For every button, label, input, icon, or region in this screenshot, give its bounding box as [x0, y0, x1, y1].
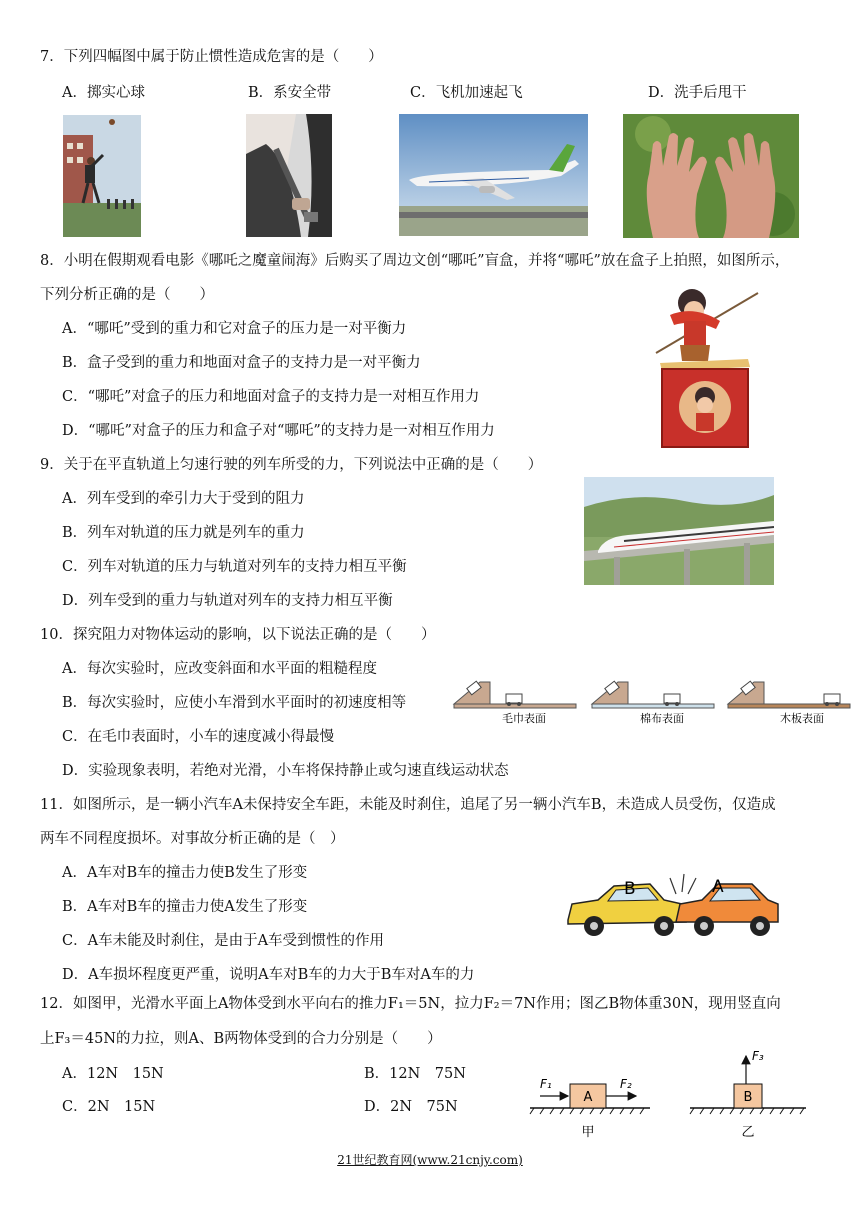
shot-put-photo	[63, 115, 141, 237]
q9-stem: 9．关于在平直轨道上匀速行驶的列车所受的力，下列说法中正确的是（ ）	[40, 457, 543, 473]
q11-option-d: D．A车损坏程度更严重，说明A车对B车的力大于B车对A车的力	[62, 967, 475, 983]
cotton-surface-setup	[592, 681, 714, 725]
q9-option-d: D．列车受到的重力与轨道对列车的支持力相互平衡	[62, 593, 393, 609]
q12-option-d: D．2N 75N	[364, 1099, 458, 1115]
nezha-box-photo	[650, 285, 768, 450]
q12-stem-line2: 上F₃＝45N的力拉，则A、B两物体受到的合力分别是（ ）	[40, 1031, 442, 1047]
q8-stem-line2: 下列分析正确的是（ ）	[40, 287, 214, 303]
q11-stem-line2: 两车不同程度损坏。对事故分析正确的是（ ）	[40, 831, 345, 847]
q11-option-b: B．A车对B车的撞击力使A发生了形变	[62, 899, 308, 915]
q11-option-c: C．A车未能及时刹住，是由于A车受到惯性的作用	[62, 933, 385, 949]
force-f1-label: F₁	[540, 1077, 552, 1091]
towel-surface-setup	[454, 681, 576, 725]
q7-option-a: A．掷实心球	[62, 85, 145, 101]
towel-surface-label: 毛巾表面	[502, 712, 546, 725]
force-f3-label: F₃	[752, 1049, 764, 1063]
cotton-surface-label: 棉布表面	[640, 712, 684, 725]
q9-option-a: A．列车受到的牵引力大于受到的阻力	[62, 491, 305, 507]
diagram-yi-label: 乙	[741, 1125, 755, 1140]
q11-option-a: A．A车对B车的撞击力使B发生了形变	[62, 865, 308, 881]
q12-stem-line1: 12．如图甲，光滑水平面上A物体受到水平向右的推力F₁＝5N，拉力F₂＝7N作用；图乙B物体重30N，现用竖直向	[40, 996, 781, 1012]
block-a-label: A	[583, 1090, 593, 1105]
train-photo	[584, 477, 774, 585]
wood-surface-label: 木板表面	[780, 712, 824, 725]
force-diagrams	[526, 1048, 818, 1144]
footer-source: 21世纪教育网(www.21cnjy.com)	[337, 1153, 523, 1167]
diagram-jia-label: 甲	[581, 1125, 595, 1140]
q8-option-c: C．“哪吒”对盒子的压力和地面对盒子的支持力是一对相互作用力	[62, 389, 480, 405]
wood-surface-setup	[728, 681, 850, 725]
q12-option-c: C．2N 15N	[62, 1099, 156, 1115]
q9-option-b: B．列车对轨道的压力就是列车的重力	[62, 525, 305, 541]
impact-lines	[670, 874, 696, 894]
force-f2-label: F₂	[620, 1077, 632, 1091]
q9-option-c: C．列车对轨道的压力与轨道对列车的支持力相互平衡	[62, 559, 407, 575]
q7-stem: 7．下列四幅图中属于防止惯性造成危害的是（ ）	[40, 49, 383, 65]
q8-option-d: D．“哪吒”对盒子的压力和盒子对“哪吒”的支持力是一对相互作用力	[62, 423, 495, 439]
car-a	[676, 884, 778, 936]
car-a-label: A	[712, 877, 724, 897]
car-b-label: B	[624, 879, 636, 899]
airplane-photo	[399, 114, 588, 236]
q10-option-d: D．实验现象表明，若绝对光滑，小车将保持静止或匀速直线运动状态	[62, 763, 509, 779]
diagram-yi	[690, 1049, 806, 1140]
q8-stem-line1: 8．小明在假期观看电影《哪吒之魔童闹海》后购买了周边文创“哪吒”盲盒，并将“哪吒”放在盒子上拍照，如图所示，	[40, 253, 790, 269]
car-collision-illustration	[564, 864, 782, 950]
q12-option-a: A．12N 15N	[62, 1066, 164, 1082]
diagram-jia	[530, 1077, 650, 1140]
q7-option-c: C．飞机加速起飞	[410, 85, 523, 101]
friction-experiment-diagram	[450, 672, 854, 726]
q8-option-a: A．“哪吒”受到的重力和它对盒子的压力是一对平衡力	[62, 321, 407, 337]
seatbelt-photo	[246, 114, 332, 237]
q10-stem: 10．探究阻力对物体运动的影响，以下说法正确的是（ ）	[40, 627, 436, 643]
q10-option-c: C．在毛巾表面时，小车的速度减小得最慢	[62, 729, 335, 745]
q11-stem-line1: 11．如图所示，是一辆小汽车A未保持安全车距，未能及时刹住，追尾了另一辆小汽车B，未造成人员受伤，仅造成	[40, 797, 776, 813]
q10-option-b: B．每次实验时，应使小车滑到水平面时的初速度相等	[62, 695, 407, 711]
block-b-label: B	[743, 1090, 753, 1105]
q7-option-b: B．系安全带	[248, 85, 332, 101]
hands-photo	[623, 114, 799, 238]
q12-option-b: B．12N 75N	[364, 1066, 466, 1082]
q8-option-b: B．盒子受到的重力和地面对盒子的支持力是一对平衡力	[62, 355, 421, 371]
q10-option-a: A．每次实验时，应改变斜面和水平面的粗糙程度	[62, 661, 377, 677]
q7-option-d: D．洗手后甩干	[648, 85, 747, 101]
